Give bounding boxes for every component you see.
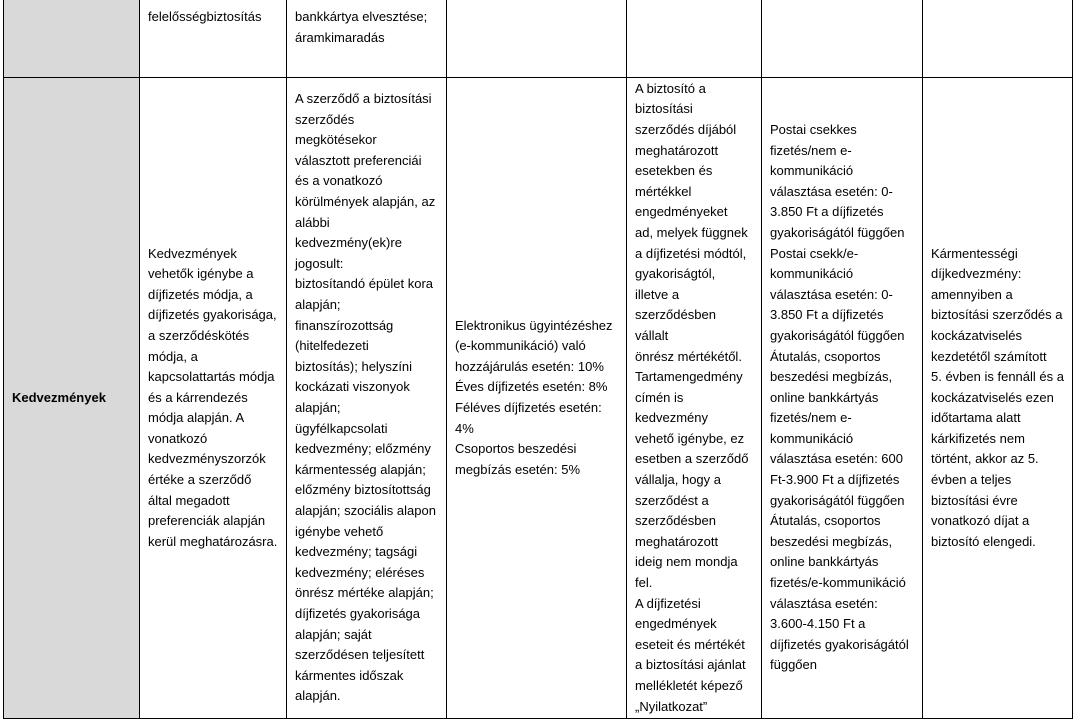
text-line: alapján; xyxy=(295,400,341,415)
text-line: kedvezményszorzók xyxy=(148,451,266,467)
text-line: biztosítási xyxy=(635,101,693,117)
text-line: biztosítandó épület kora xyxy=(295,276,434,292)
text-line: Kedvezmények xyxy=(148,245,237,261)
text-line: fizetés/nem e- xyxy=(770,142,852,158)
text-line: (e-kommunikáció) való xyxy=(455,338,586,354)
cell-col2 xyxy=(287,78,447,719)
text-line: díjfizetés gyakoriságától xyxy=(770,636,909,652)
text-line: gyakoriságától függően xyxy=(770,492,905,508)
text-line: kedvezmény(ek)re xyxy=(295,235,402,251)
cell-prev-col3 xyxy=(447,0,627,78)
text-line: választása esetén: 0- xyxy=(770,183,893,199)
text-line: A szerződő a biztosítási xyxy=(295,91,432,107)
text-line: szerződésben xyxy=(635,307,716,323)
text-line: Ft-3.900 Ft a díjfizetés xyxy=(770,472,900,488)
text-line: évben a teljes xyxy=(931,472,1012,488)
text-line: Postai csekk/e- xyxy=(770,245,859,261)
text-line: értéke a szerződő xyxy=(148,472,252,488)
text-line: vállalja, hogy a xyxy=(635,472,721,488)
text-line: kármentesség alapján; xyxy=(295,461,426,477)
text-line: vonatkozó díjat a xyxy=(931,513,1030,529)
text-line: szerződésben xyxy=(635,513,716,529)
text-line: amennyiben a xyxy=(931,286,1013,302)
text-line: gyakoriságától függően xyxy=(770,224,905,240)
cell-prev-col5 xyxy=(762,0,923,78)
text-line: függően xyxy=(770,657,817,673)
text-line: gyakoriságtól, xyxy=(635,266,716,282)
text-line: választása esetén: 0- xyxy=(770,286,893,302)
text-line: kárkifizetés nem xyxy=(931,430,1025,446)
text-line: meghatározott xyxy=(635,142,719,158)
benefits-table xyxy=(3,0,1073,719)
cell-prev-col4 xyxy=(627,0,762,78)
text-line: és a vonatkozó xyxy=(295,173,383,189)
table-row-previous xyxy=(4,0,1073,78)
text-line: megkötésekor xyxy=(295,132,377,148)
text-line: Elektronikus ügyintézéshez xyxy=(455,317,613,333)
text-line: A biztosító a xyxy=(635,80,706,96)
text-line: körülmények alapján, az xyxy=(295,194,436,210)
text-line: illetve a xyxy=(635,286,680,302)
text-line: beszedési megbízás, xyxy=(770,369,893,385)
text-line: a szerződéskötés xyxy=(148,327,250,343)
text-line: választása esetén: 600 xyxy=(770,451,903,467)
text-line: 3.600-4.150 Ft a xyxy=(770,616,866,632)
text-line: eseteit és mértékét xyxy=(635,636,745,652)
cell-prev-col1 xyxy=(140,0,287,78)
text-line: biztosítás); helyszíni xyxy=(295,358,413,374)
text-line: fizetés/e-kommunikáció xyxy=(770,575,906,591)
text-line: kockázatviselés ezen xyxy=(931,389,1054,405)
text-line: online bankkártyás xyxy=(770,554,879,570)
cell-col4 xyxy=(627,78,762,719)
text-line: Átutalás, csoportos xyxy=(770,348,881,364)
text-line: önrész mértékétől. xyxy=(635,348,742,364)
text-line: online bankkártyás xyxy=(770,389,879,405)
row-label-kedvezmenyek: Kedvezmények xyxy=(4,78,140,719)
text-line: választott preferenciái xyxy=(295,152,422,168)
text-line: a díjfizetési módtól, xyxy=(635,245,747,261)
text-line: kezdetétől számított xyxy=(931,348,1047,364)
text-line: mellékletét képező xyxy=(635,678,743,694)
text-line: Kármentességi xyxy=(931,245,1018,261)
text-line: a biztosítási ajánlat xyxy=(635,657,746,673)
text-line: Csoportos beszedési xyxy=(455,441,577,457)
text-line: díjfizetés gyakorisága xyxy=(295,605,421,621)
text-line: gyakoriságától függően xyxy=(770,327,905,343)
text-line: A díjfizetési xyxy=(635,595,701,611)
text-line: kapcsolattartás módja xyxy=(148,369,275,385)
text-line: módja, a xyxy=(148,348,198,364)
text-line: vonatkozó xyxy=(148,430,208,446)
cell-prev-col6 xyxy=(923,0,1073,78)
text-line: vállalt xyxy=(635,327,669,343)
text-line: ad, melyek függnek xyxy=(635,224,748,240)
text-line: címén is xyxy=(635,389,684,405)
text-line: 5. évben is fennáll és a xyxy=(931,369,1064,385)
text-line: igénybe vehető xyxy=(295,523,384,539)
text-line: kármentes időszak xyxy=(295,667,404,683)
text-line: történt, akkor az 5. xyxy=(931,451,1039,467)
text-line: fizetés/nem e- xyxy=(770,410,852,426)
text-line: meghatározott xyxy=(635,533,719,549)
text-line: 3.850 Ft a díjfizetés xyxy=(770,307,884,323)
text-line: kedvezmény; előzmény xyxy=(295,441,431,457)
text-line: felelősségbiztosítás xyxy=(148,9,262,24)
text-line: esetben a szerződő xyxy=(635,451,749,467)
text-line: Tartamengedmény xyxy=(635,369,743,385)
text-line: alapján. xyxy=(295,688,341,704)
text-line: alapján; saját xyxy=(295,626,372,642)
text-line: kockázatviselés xyxy=(931,327,1023,343)
text-line: által megadott xyxy=(148,492,230,508)
text-line: engedmények xyxy=(635,616,717,632)
cell-col3 xyxy=(447,78,627,719)
text-line: díjkedvezmény: xyxy=(931,266,1022,282)
text-line: biztosítási évre xyxy=(931,492,1018,508)
text-line: áramkimaradás xyxy=(295,29,385,45)
text-line: engedményeket xyxy=(635,204,728,220)
text-line: (hitelfedezeti xyxy=(295,338,369,354)
text-line: szerződés díjából xyxy=(635,121,737,137)
text-line: alapján; xyxy=(295,297,341,313)
text-line: kedvezmény; tagsági xyxy=(295,544,418,560)
text-line: ideig nem mondja xyxy=(635,554,738,570)
text-line: és a kárrendezés xyxy=(148,389,248,405)
text-line: díjfizetés gyakorisága, xyxy=(148,307,277,323)
text-line: választása esetén: xyxy=(770,595,878,611)
cell-col1 xyxy=(140,78,287,719)
text-line: kerül meghatározásra. xyxy=(148,533,278,549)
text-line: önrész mértéke alapján; xyxy=(295,585,434,601)
text-line: „Nyilatkozat” xyxy=(635,698,708,714)
text-line: jogosult: xyxy=(295,255,344,271)
text-line: alapján; szociális alapon xyxy=(295,502,436,518)
text-line: módja alapján. A xyxy=(148,410,245,426)
text-line: szerződést a xyxy=(635,492,709,508)
cell-col5 xyxy=(762,78,923,719)
text-line: 3.850 Ft a díjfizetés xyxy=(770,204,884,220)
text-line: szerződésen teljesített xyxy=(295,647,425,663)
text-line: kommunikáció xyxy=(770,266,854,282)
text-line: alábbi xyxy=(295,214,330,230)
text-line: fel. xyxy=(635,575,653,591)
text-line: Postai csekkes xyxy=(770,121,857,137)
text-line: finanszírozottság xyxy=(295,317,394,333)
text-line: kedvezmény; eléréses xyxy=(295,564,425,580)
text-line: megbízás esetén: 5% xyxy=(455,461,581,477)
text-line: 4% xyxy=(455,420,474,436)
cell-prev-col2 xyxy=(287,0,447,78)
text-line: Átutalás, csoportos xyxy=(770,513,881,529)
text-line: időtartama alatt xyxy=(931,410,1021,426)
text-line: biztosító elengedi. xyxy=(931,533,1036,549)
text-line: beszedési megbízás, xyxy=(770,533,893,549)
text-line: szerződés xyxy=(295,111,355,127)
cell-col6 xyxy=(923,78,1073,719)
text-line: biztosítási szerződés a xyxy=(931,307,1063,323)
text-line: ügyfélkapcsolati xyxy=(295,420,388,436)
text-line: hozzájárulás esetén: 10% xyxy=(455,358,604,374)
text-line: kommunikáció xyxy=(770,163,854,179)
text-line: vehetők igénybe a xyxy=(148,266,254,282)
text-line: esetekben és xyxy=(635,163,713,179)
text-line: kommunikáció xyxy=(770,430,854,446)
row-label-cell-empty xyxy=(4,0,140,78)
text-line: mértékkel xyxy=(635,183,692,199)
text-line: kockázati viszonyok xyxy=(295,379,410,395)
text-line: Féléves díjfizetés esetén: xyxy=(455,400,602,415)
text-line: előzmény biztosítottság xyxy=(295,482,431,498)
text-line: kedvezmény xyxy=(635,410,708,426)
text-line: preferenciák alapján xyxy=(148,513,266,529)
table-row-kedvezmenyek xyxy=(4,78,1073,719)
text-line: Éves díjfizetés esetén: 8% xyxy=(455,379,608,395)
text-line: díjfizetés módja, a xyxy=(148,286,253,302)
text-line: bankkártya elvesztése; xyxy=(295,9,428,24)
text-line: vehető igénybe, ez xyxy=(635,430,745,446)
